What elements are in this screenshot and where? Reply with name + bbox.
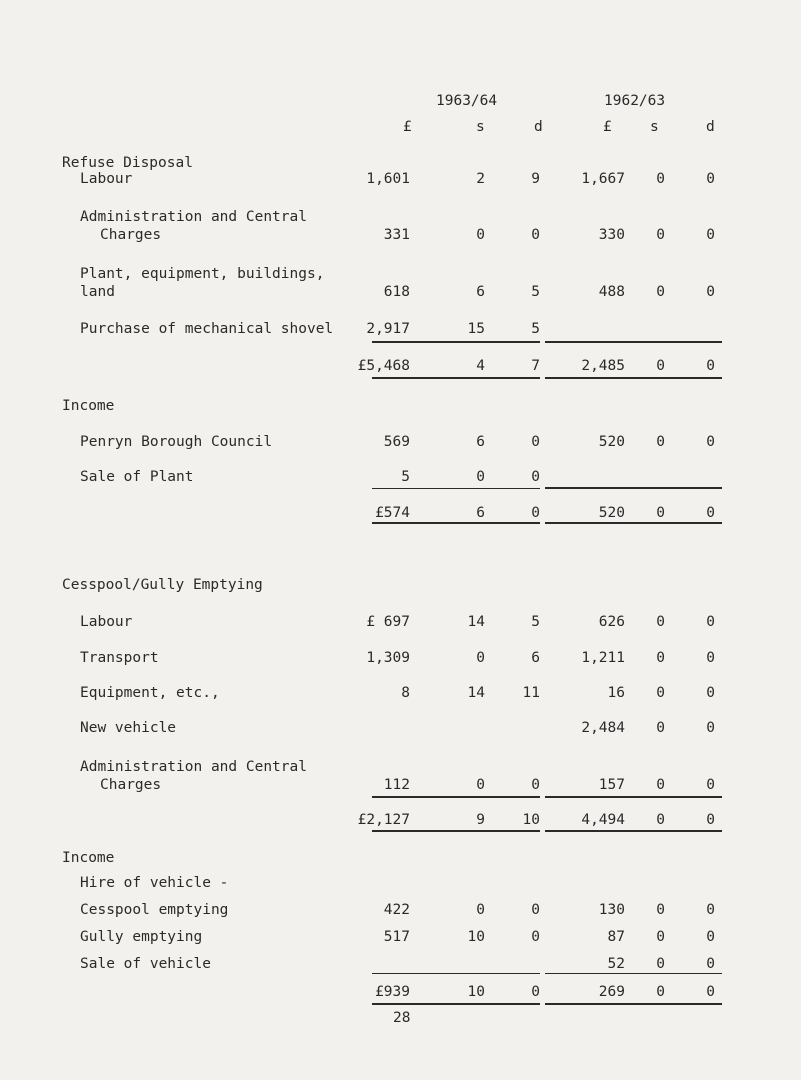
amount-shillings-prev: 0 [656, 956, 665, 972]
total-shillings: 6 [476, 505, 485, 521]
period-current-header: 1963/64 [436, 93, 498, 109]
amount-shillings-prev: 0 [656, 284, 665, 300]
row-label-sale-of-vehicle: Sale of vehicle [80, 956, 211, 972]
amount-pence: 6 [531, 650, 540, 666]
shilling-header-previous: s [650, 119, 659, 135]
amount-pence-prev: 0 [706, 227, 715, 243]
pound-header-previous: £ [603, 119, 612, 135]
amount-shillings-prev: 0 [656, 777, 665, 793]
amount-pence-prev: 0 [706, 685, 715, 701]
amount-shillings-prev: 0 [656, 929, 665, 945]
row-label-plant-equipment: Plant, equipment, buildings, [80, 266, 325, 282]
amount-pounds: 1,601 [366, 171, 410, 187]
total-pounds: £5,468 [357, 358, 410, 374]
amount-pence: 0 [531, 469, 540, 485]
amount-shillings: 14 [467, 685, 485, 701]
row-label-new-vehicle: New vehicle [80, 720, 177, 736]
shilling-header-current: s [476, 119, 485, 135]
amount-pence-prev: 0 [706, 902, 715, 918]
amount-shillings-prev: 0 [656, 720, 665, 736]
amount-pounds: 112 [383, 777, 410, 793]
subtotal-rule [545, 973, 722, 974]
amount-pence-prev: 0 [706, 171, 715, 187]
total-shillings: 10 [467, 984, 485, 1000]
total-pence-prev: 0 [706, 984, 715, 1000]
amount-pence: 0 [531, 929, 540, 945]
total-pounds-prev: 4,494 [581, 812, 625, 828]
row-label-admin-central: Administration and Central [80, 209, 307, 225]
amount-pence-prev: 0 [706, 956, 715, 972]
amount-pounds-prev: 157 [598, 777, 625, 793]
total-pence-prev: 0 [706, 505, 715, 521]
total-rule [372, 1003, 540, 1005]
total-shillings-prev: 0 [656, 358, 665, 374]
amount-shillings: 0 [476, 227, 485, 243]
amount-shillings: 0 [476, 777, 485, 793]
amount-pounds-prev: 488 [598, 284, 625, 300]
amount-pence: 5 [531, 321, 540, 337]
amount-shillings: 2 [476, 171, 485, 187]
total-pence: 10 [522, 812, 540, 828]
total-shillings: 9 [476, 812, 485, 828]
amount-shillings: 10 [467, 929, 485, 945]
subtotal-rule [545, 487, 722, 489]
amount-pounds-prev: 330 [598, 227, 625, 243]
row-label-cesspool-emptying: Cesspool emptying [80, 902, 229, 918]
subtotal-rule [372, 488, 540, 489]
amount-pounds-prev: 130 [598, 902, 625, 918]
page-number: 28 [393, 1010, 411, 1026]
row-label-gully-emptying: Gully emptying [80, 929, 203, 945]
total-rule [545, 522, 722, 524]
amount-pence-prev: 0 [706, 650, 715, 666]
amount-shillings-prev: 0 [656, 434, 665, 450]
amount-pounds: 2,917 [366, 321, 410, 337]
total-pence: 0 [531, 984, 540, 1000]
total-rule [545, 1003, 722, 1005]
amount-pounds: 5 [401, 469, 410, 485]
amount-pounds: 331 [383, 227, 410, 243]
section-title-income: Income [62, 850, 115, 866]
amount-pounds-prev: 626 [598, 614, 625, 630]
row-label-hire-of-vehicle: Hire of vehicle - [80, 875, 229, 891]
section-title-refuse-disposal: Refuse Disposal [62, 155, 193, 171]
amount-pounds: 422 [383, 902, 410, 918]
total-shillings-prev: 0 [656, 984, 665, 1000]
row-label-penryn-borough: Penryn Borough Council [80, 434, 273, 450]
row-label-plant-equipment-cont: land [80, 284, 115, 300]
amount-pounds: 618 [383, 284, 410, 300]
subtotal-rule [545, 341, 722, 343]
period-previous-header: 1962/63 [604, 93, 666, 109]
amount-shillings-prev: 0 [656, 171, 665, 187]
amount-pence: 0 [531, 227, 540, 243]
total-shillings-prev: 0 [656, 812, 665, 828]
total-shillings-prev: 0 [656, 505, 665, 521]
total-pounds-prev: 520 [598, 505, 625, 521]
section-title-income: Income [62, 398, 115, 414]
section-title-cesspool: Cesspool/Gully Emptying [62, 577, 263, 593]
amount-pounds-prev: 520 [598, 434, 625, 450]
amount-shillings-prev: 0 [656, 650, 665, 666]
amount-pounds: 569 [383, 434, 410, 450]
amount-pence-prev: 0 [706, 284, 715, 300]
total-pence-prev: 0 [706, 358, 715, 374]
amount-pence: 0 [531, 902, 540, 918]
amount-shillings: 0 [476, 902, 485, 918]
amount-shillings: 6 [476, 434, 485, 450]
amount-pence-prev: 0 [706, 777, 715, 793]
amount-shillings: 0 [476, 650, 485, 666]
total-rule [545, 830, 722, 832]
total-pounds: £939 [375, 984, 410, 1000]
amount-shillings-prev: 0 [656, 685, 665, 701]
amount-pounds-prev: 1,667 [581, 171, 625, 187]
amount-pounds-prev: 16 [607, 685, 625, 701]
amount-shillings-prev: 0 [656, 902, 665, 918]
row-label-admin-central: Administration and Central [80, 759, 307, 775]
amount-pence-prev: 0 [706, 929, 715, 945]
total-shillings: 4 [476, 358, 485, 374]
amount-pence: 0 [531, 434, 540, 450]
subtotal-rule [545, 796, 722, 798]
amount-pounds-prev: 52 [607, 956, 625, 972]
amount-pence: 9 [531, 171, 540, 187]
amount-pounds: 1,309 [366, 650, 410, 666]
total-pence: 0 [531, 505, 540, 521]
amount-pounds: 8 [401, 685, 410, 701]
total-pence-prev: 0 [706, 812, 715, 828]
pence-header-current: d [534, 119, 543, 135]
amount-pence-prev: 0 [706, 720, 715, 736]
row-label-mechanical-shovel: Purchase of mechanical shovel [80, 321, 334, 337]
amount-pounds-prev: 2,484 [581, 720, 625, 736]
amount-pounds-prev: 87 [607, 929, 625, 945]
subtotal-rule [372, 796, 540, 798]
pence-header-previous: d [706, 119, 715, 135]
amount-shillings-prev: 0 [656, 614, 665, 630]
amount-shillings: 0 [476, 469, 485, 485]
row-label-equipment: Equipment, etc., [80, 685, 220, 701]
amount-shillings: 14 [467, 614, 485, 630]
subtotal-rule [372, 973, 540, 974]
total-pounds-prev: 269 [598, 984, 625, 1000]
total-pounds: £574 [375, 505, 410, 521]
total-pence: 7 [531, 358, 540, 374]
amount-shillings: 6 [476, 284, 485, 300]
total-rule [372, 830, 540, 832]
amount-pence: 5 [531, 284, 540, 300]
total-rule [545, 377, 722, 379]
amount-pounds-prev: 1,211 [581, 650, 625, 666]
amount-shillings-prev: 0 [656, 227, 665, 243]
row-label-sale-of-plant: Sale of Plant [80, 469, 194, 485]
amount-pence: 11 [522, 685, 540, 701]
amount-pence-prev: 0 [706, 434, 715, 450]
amount-pence-prev: 0 [706, 614, 715, 630]
row-label-admin-central-cont: Charges [100, 777, 162, 793]
amount-pounds: £ 697 [366, 614, 410, 630]
row-label-admin-central-cont: Charges [100, 227, 162, 243]
total-rule [372, 377, 540, 379]
amount-shillings: 15 [467, 321, 485, 337]
pound-header-current: £ [403, 119, 412, 135]
total-pounds: £2,127 [357, 812, 410, 828]
subtotal-rule [372, 341, 540, 343]
total-rule [372, 522, 540, 524]
amount-pounds: 517 [383, 929, 410, 945]
row-label-transport: Transport [80, 650, 159, 666]
row-label-labour: Labour [80, 614, 133, 630]
row-label-labour: Labour [80, 171, 133, 187]
total-pounds-prev: 2,485 [581, 358, 625, 374]
amount-pence: 5 [531, 614, 540, 630]
amount-pence: 0 [531, 777, 540, 793]
